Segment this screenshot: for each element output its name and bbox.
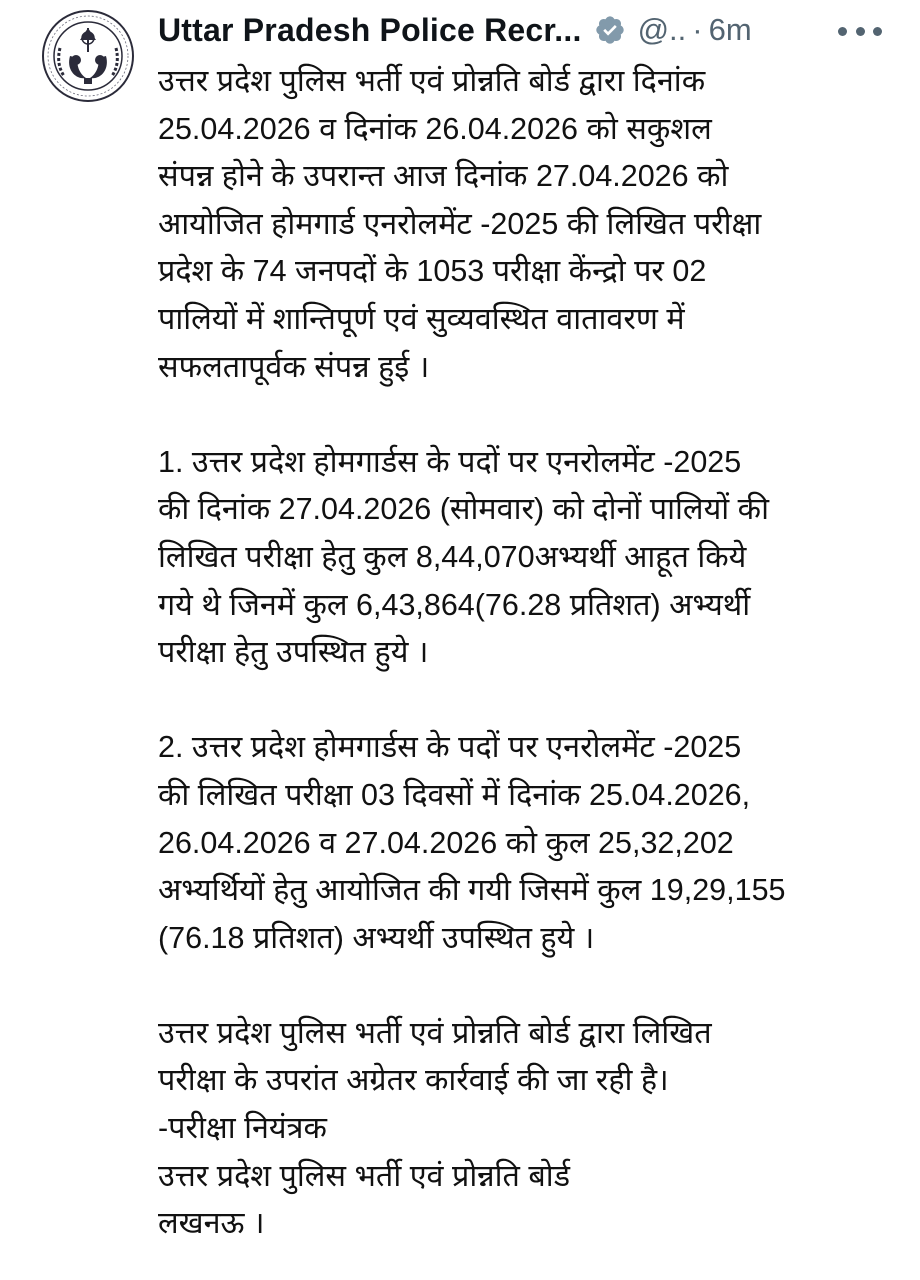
author-display-name[interactable]: Uttar Pradesh Police Recr...	[158, 11, 582, 48]
post-timestamp[interactable]: 6m	[708, 12, 752, 47]
text-line: आयोजित होमगार्ड एनरोलमेंट -2025 की लिखित परीक्षा	[158, 206, 762, 241]
post-header	[158, 6, 752, 54]
more-dot-icon	[856, 27, 865, 36]
text-line: उत्तर प्रदेश पुलिस भर्ती एवं प्रोन्नति बोर्ड द्वारा लिखित	[158, 1015, 712, 1050]
post-text	[158, 58, 888, 1248]
more-options-button[interactable]	[838, 16, 882, 46]
text-line: उत्तर प्रदेश पुलिस भर्ती एवं प्रोन्नति बोर्ड द्वारा दिनांक	[158, 64, 706, 98]
text-line: 25.04.2026 व दिनांक 26.04.2026 को सकुशल	[158, 111, 712, 146]
up-police-seal-icon	[40, 8, 136, 104]
verified-badge-icon[interactable]	[594, 14, 626, 46]
text-line: की दिनांक 27.04.2026 (सोमवार) को दोनों पालियों की	[158, 492, 769, 527]
text-line: की लिखित परीक्षा 03 दिवसों में दिनांक 25.04.2026,	[158, 777, 751, 812]
text-line: लिखित परीक्षा हेतु कुल 8,44,070अभ्यर्थी आहूत किये	[158, 539, 747, 574]
paragraph-gap	[158, 962, 888, 1010]
text-line: परीक्षा हेतु उपस्थित हुये ।	[158, 635, 429, 670]
signature-org: उत्तर प्रदेश पुलिस भर्ती एवं प्रोन्नति बोर्ड	[158, 1158, 571, 1193]
text-line: सफलतापूर्वक संपन्न हुई ।	[158, 349, 430, 384]
meta-separator: ·	[692, 12, 703, 47]
paragraph-point-2	[158, 724, 888, 962]
text-line: गये थे जिनमें कुल 6,43,864(76.28 प्रतिशत) अभ्यर्थी	[158, 587, 751, 622]
text-line: 2. उत्तर प्रदेश होमगार्डस के पदों पर एनरोलमेंट -2025	[158, 730, 742, 765]
paragraph-point-1	[158, 439, 888, 677]
signature-city: लखनऊ ।	[158, 1206, 265, 1241]
text-line: परीक्षा के उपरांत अग्रेतर कार्रवाई की जा रही है।	[158, 1063, 669, 1098]
more-dot-icon	[838, 27, 847, 36]
paragraph-closing	[158, 1010, 888, 1248]
text-line: 26.04.2026 व 27.04.2026 को कुल 25,32,202	[158, 825, 734, 860]
text-line: संपन्न होने के उपरान्त आज दिनांक 27.04.2026 को	[158, 159, 729, 194]
text-line: 1. उत्तर प्रदेश होमगार्डस के पदों पर एनरोलमेंट -2025	[158, 444, 742, 479]
more-dot-icon	[873, 27, 882, 36]
text-line: अभ्यर्थियों हेतु आयोजित की गयी जिसमें कुल 19,29,155	[158, 873, 786, 908]
paragraph-intro	[158, 58, 888, 391]
paragraph-gap	[158, 391, 888, 439]
author-handle[interactable]: @..	[637, 12, 687, 47]
text-line: (76.18 प्रतिशत) अभ्यर्थी उपस्थित हुये ।	[158, 920, 595, 955]
signature-title: -परीक्षा नियंत्रक	[158, 1111, 327, 1146]
avatar[interactable]	[40, 8, 136, 104]
text-line: पालियों में शान्तिपूर्ण एवं सुव्यवस्थित वातावरण में	[158, 301, 685, 336]
paragraph-gap	[158, 677, 888, 725]
text-line: प्रदेश के 74 जनपदों के 1053 परीक्षा केंन्द्रो पर 02	[158, 254, 707, 289]
